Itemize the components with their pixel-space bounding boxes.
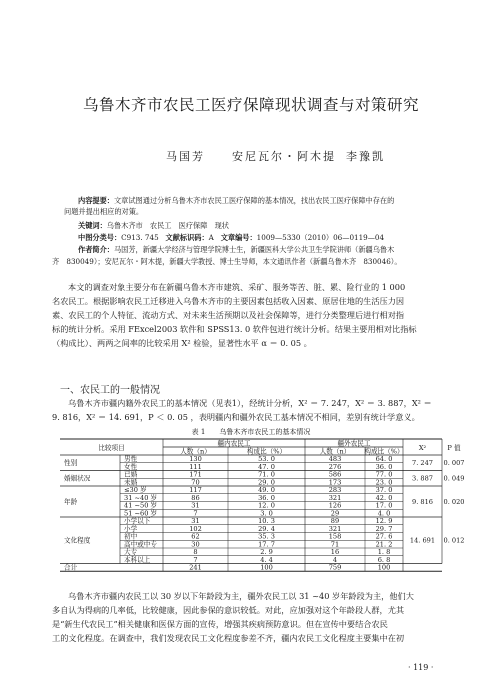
table-cell: 283 <box>328 486 342 495</box>
table-header-outer: 疆外农民工 <box>337 439 371 448</box>
article-label: 文章编号： <box>220 233 257 242</box>
table-cell: 12. 0 <box>258 501 275 510</box>
table-cell: 29. 7 <box>375 524 393 533</box>
table-cell: 71. 0 <box>258 470 275 479</box>
table-sub-item: 本科以上 <box>124 555 151 564</box>
table-cell: 117 <box>189 486 202 495</box>
table-group-name: 年龄 <box>64 497 78 506</box>
table-header-count: 人数（n） <box>319 447 351 456</box>
table-sub-item: 小学以下 <box>124 517 151 526</box>
after-table-line-4: 工的文化程度。在调查中，我们发现农民工文化程度参差不齐，疆内农民工文化程度主要集中在初 <box>52 633 405 643</box>
table-cell: 17. 0 <box>375 501 393 510</box>
table-cell: 102 <box>189 524 202 533</box>
table-cell: 3. 0 <box>260 509 273 518</box>
table-cell: 8 <box>193 548 198 557</box>
table-sub-item: ≤30 岁 <box>124 486 147 495</box>
table-group-name: 性别 <box>64 459 78 468</box>
table-p-value: 0. 007 <box>443 459 465 468</box>
table-header-ratio: 构成比（%） <box>246 447 287 456</box>
table-cell: 86 <box>191 493 200 502</box>
table-cell: 7 <box>193 509 198 518</box>
table-cell: 12. 9 <box>375 517 393 526</box>
table-cell: 1. 8 <box>377 548 391 557</box>
table-cell: 321 <box>328 493 342 502</box>
table-sub-item: 未婚 <box>124 478 138 487</box>
table-chi-value: 14. 691 <box>409 536 436 545</box>
table-cell: 30 <box>191 540 200 549</box>
intro-line-3: 素、农民工的个人特征、流动方式、对未来生活预期以及社会保障等，进行分类整理后进行相对指 <box>52 310 405 320</box>
table-cell: 71 <box>330 540 340 549</box>
table-cell: 130 <box>189 455 202 464</box>
table-cell: 4 <box>332 555 338 564</box>
keywords: 乌鲁木齐市 农民工 医疗保障 现状 <box>106 221 229 230</box>
table-cell: 4. 4 <box>260 555 273 564</box>
table-sub-item: 大专 <box>124 548 138 557</box>
table-cell: 89 <box>330 517 340 526</box>
table-cell: 17. 7 <box>258 540 275 549</box>
table-cell: 241 <box>189 563 202 572</box>
table-sub-item: 初中 <box>124 532 138 541</box>
table-cell: 47. 0 <box>258 462 275 471</box>
author-info-text: 马国芳，新疆大学经济与管理学院博士生，新疆医科大学公共卫生学院讲师（新疆乌鲁木 <box>113 245 395 254</box>
section-1-line-2: 9. 816，X² ＝ 14. 691，P ＜ 0. 05 ，表明疆内和疆外农民工基本情况不相同，差别有统计学意义。 <box>52 412 420 422</box>
table-cell: 2. 9 <box>260 548 273 557</box>
table-cell: 42. 0 <box>375 493 393 502</box>
table-cell: 27. 6 <box>375 532 393 541</box>
table-sub-item: 已婚 <box>124 470 138 479</box>
table-sub-item: 小学 <box>124 524 138 533</box>
table-cell: 173 <box>328 478 342 487</box>
author-info-label: 作者简介： <box>78 245 114 254</box>
table-p-value: 0. 012 <box>443 536 465 545</box>
table-cell: 70 <box>191 478 200 487</box>
table-cell: 111 <box>189 462 202 471</box>
table-cell: 36. 0 <box>258 493 275 502</box>
table-cell: 31 <box>191 517 200 526</box>
table-cell: 16 <box>330 548 340 557</box>
section-1-line-1: 乌鲁木齐市疆内籍外农民工的基本情况（见表1），经统计分析，X² ＝ 7. 247，X² ＝ 3. 887，X² ＝ <box>68 398 432 408</box>
table-cell: 35. 3 <box>258 532 275 541</box>
table-cell: 6. 8 <box>377 555 391 564</box>
table-cell: 21. 2 <box>375 540 393 549</box>
intro-line-1: 本文的调查对象主要分布在新疆乌鲁木齐市建筑、采矿、服务等苦、脏、累、险行业的 1 000 <box>68 282 406 292</box>
table-cell: 586 <box>328 470 342 479</box>
table-header-p: P 值 <box>447 444 461 452</box>
table-sub-item: 女性 <box>124 462 138 471</box>
table-chi-value: 9. 816 <box>412 497 433 506</box>
intro-line-4: 标的统计分析。采用 FExcel2003 软件和 SPSS13. 0 软件包进行统计分析。结果主要用相对比指标 <box>52 324 417 334</box>
table-cell: 171 <box>189 470 202 479</box>
table-group-name: 婚姻状况 <box>64 474 91 483</box>
page-number: · 119 · <box>408 663 434 672</box>
section-1-heading: 一、农民工的一般情况 <box>60 385 160 396</box>
abstract-text: 文章试图通过分析乌鲁木齐市农民工医疗保障的基本情况，找出农民工医疗保障中存在的 <box>113 196 395 205</box>
abstract-line-2: 问题并提出相应的对策。 <box>64 207 144 216</box>
paper-title: 乌鲁木齐市农民工医疗保障现状调查与对策研究 <box>82 96 419 114</box>
table-header-chi: X² <box>418 444 427 452</box>
table-cell: 4. 0 <box>377 509 391 518</box>
table-header-item: 比较项目 <box>98 444 125 452</box>
table-header-ratio: 构成比（%） <box>364 447 404 456</box>
table-p-value: 0. 049 <box>443 474 465 483</box>
table-cell: 37. 0 <box>375 486 393 495</box>
table-cell: 29 <box>330 509 340 518</box>
article-value: 1009—5330（2010）06—0119—04 <box>256 233 385 242</box>
table-cell: 31 <box>191 501 200 510</box>
table-cell: 36. 0 <box>375 462 393 471</box>
table-chi-value: 3. 887 <box>412 474 433 483</box>
table-sub-item: 高中或中专 <box>124 540 157 549</box>
table-sub-item: 男性 <box>124 455 138 464</box>
doccode-label: 文献标识码： <box>165 233 209 242</box>
keywords-label: 关键词： <box>78 221 107 230</box>
table-cell: 64. 0 <box>375 455 393 464</box>
table-cell: 53. 0 <box>258 455 275 464</box>
table-cell: 100 <box>260 563 273 572</box>
table-cell: 77. 0 <box>375 470 393 479</box>
class-label: 中图分类号： <box>78 233 122 242</box>
author-1: 马国芳 <box>166 150 205 163</box>
table-chi-value: 7. 247 <box>412 459 433 468</box>
table-group-name: 文化程度 <box>64 536 91 545</box>
table-header-inner: 疆内农民工 <box>217 439 251 448</box>
abstract-label: 内容提要： <box>78 196 114 205</box>
table-cell: 23. 0 <box>375 478 393 487</box>
after-table-line-1: 乌鲁木齐市疆内农民工以 30 岁以下年龄段为主，疆外农民工以 31 ~40 岁年龄段为主，他们大 <box>68 591 414 601</box>
table-cell: 29. 0 <box>258 478 275 487</box>
table-sub-item: 41 ~50 岁 <box>124 501 158 510</box>
table-cell: 321 <box>328 524 342 533</box>
after-table-line-2: 多自认为得病的几率低，比较健康，因此参保的意识较低。对此，应加强对这个年龄段人群，尤其 <box>52 605 405 615</box>
table-cell: 759 <box>328 563 342 572</box>
class-value: C913. 745 <box>121 233 159 242</box>
doccode-value: A <box>208 233 214 242</box>
table-sub-item: 51 ~60 岁 <box>124 509 158 518</box>
author-info-line-2: 齐 830049）；安尼瓦尔・阿木提，新疆大学教授、博士生导师，本文通讯作者（新疆乌鲁木齐 830046）。 <box>52 257 402 266</box>
table-cell: 126 <box>328 501 342 510</box>
table-cell: 276 <box>328 462 342 471</box>
table-cell: 62 <box>191 532 200 541</box>
intro-line-2: 名农民工。根据影响农民工迁移进入乌鲁木齐市的主要因素包括收入因素、原居住地的生活压力因 <box>52 296 405 306</box>
table-cell: 158 <box>328 532 342 541</box>
table-cell: 49. 0 <box>258 486 275 495</box>
table-caption: 表 1 乌鲁木齐市农民工的基本情况 <box>191 428 311 436</box>
table-cell: 29. 4 <box>258 524 275 533</box>
table-sub-item: 31 ~40 岁 <box>124 493 158 502</box>
after-table-line-3: 是“新生代农民工”相关健康和医保方面的宣传，增强其疾病预防意识。但在宣传中要结合农民 <box>52 619 388 629</box>
table-cell: 7 <box>193 555 198 564</box>
table-p-value: 0. 020 <box>443 497 465 506</box>
table-header-count: 人数（n） <box>180 447 211 456</box>
intro-line-5: （构成比）、两两之间率的比较采用 X² 检验，显著性水平 α ＝ 0. 05 。 <box>52 338 312 348</box>
author-2: 安尼瓦尔・阿木提 <box>232 150 336 163</box>
table-total-label: 合计 <box>64 563 78 572</box>
table-cell: 10. 3 <box>258 517 275 526</box>
table-cell: 100 <box>377 563 391 572</box>
author-3: 李豫凯 <box>346 150 385 163</box>
table-cell: 483 <box>328 455 342 464</box>
